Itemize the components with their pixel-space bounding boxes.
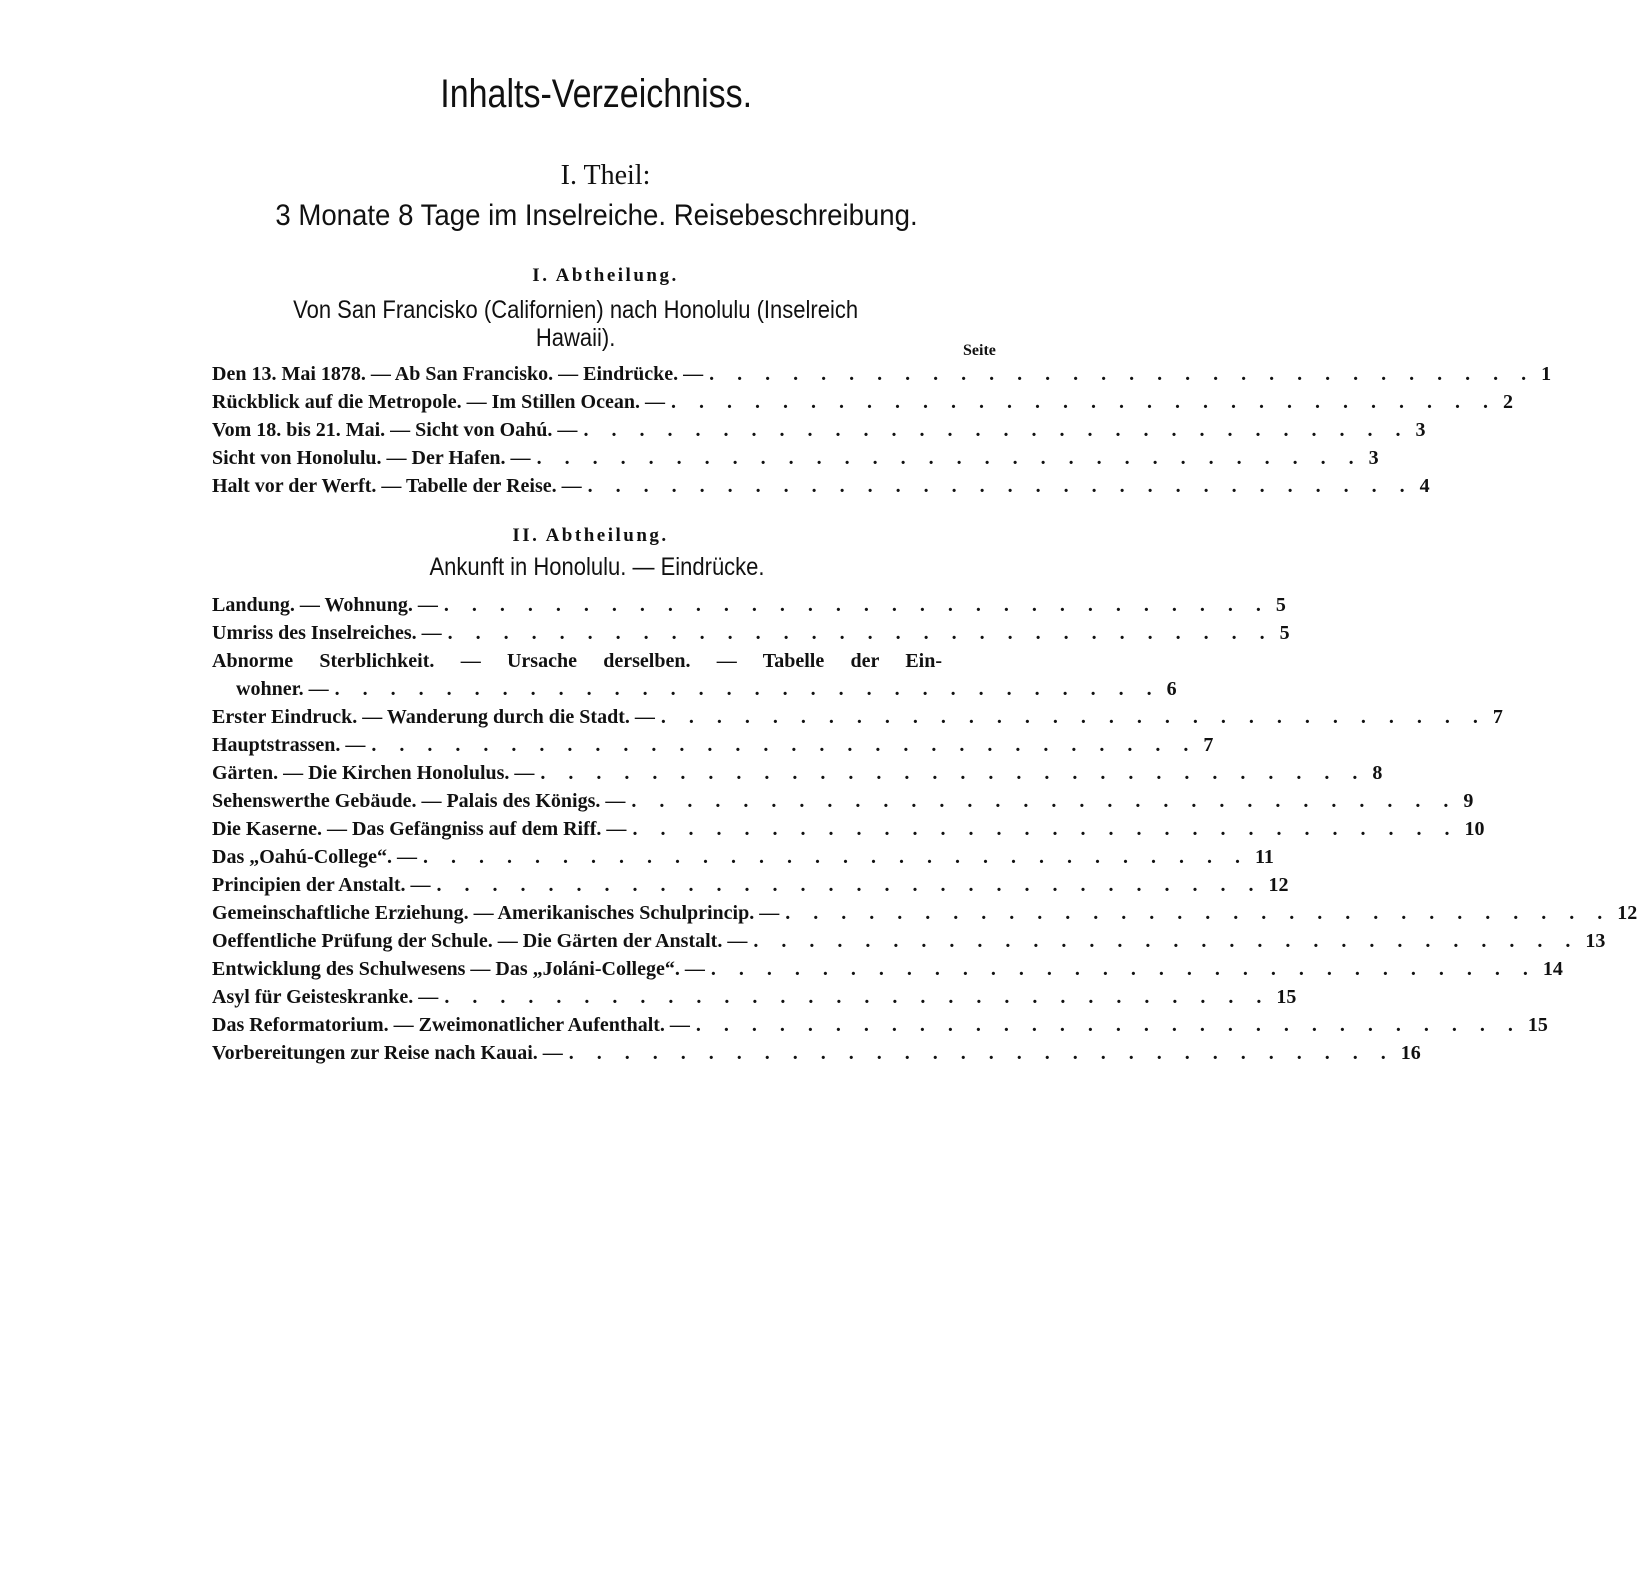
- toc-entry[interactable]: [212, 983, 1297, 1011]
- toc-entry-text: Hauptstrassen. —: [212, 734, 366, 756]
- toc-entry-text: Rückblick auf die Metropole. — Im Stillen Ocean. —: [212, 391, 665, 413]
- toc-entry-page: 6: [1166, 678, 1177, 700]
- toc-entry-text: Vom 18. bis 21. Mai. — Sicht von Oahú. —: [212, 419, 578, 441]
- division1-title-line2: Hawaii).: [535, 324, 616, 352]
- toc-entry-page: 7: [1203, 734, 1214, 756]
- division1-label: I. Abtheilung.: [532, 265, 679, 286]
- toc-entry-text: Erster Eindruck. — Wanderung durch die Stadt. —: [212, 706, 655, 728]
- toc-entry-text: Landung. — Wohnung. —: [212, 594, 438, 616]
- toc-entry-text: Die Kaserne. — Das Gefängniss auf dem Riff. —: [212, 818, 627, 840]
- leader-dots: . . . . . . . . . . . . . . . . . . . . . . . . . . . . . .: [710, 958, 1537, 980]
- toc-entry-page: 2: [1502, 391, 1513, 413]
- leader-dots: . . . . . . . . . . . . . . . . . . . . . . . . . . . . . .: [632, 818, 1459, 840]
- toc-entry-text: Das Reformatorium. — Zweimonatlicher Aufenthalt. —: [212, 1014, 690, 1036]
- toc-entry-page: 13: [1585, 930, 1606, 952]
- toc-entry-page: 1: [1541, 363, 1552, 385]
- toc-entry-text: Das „Oahú-College“. —: [212, 846, 417, 868]
- toc-entry-page: 5: [1279, 622, 1290, 644]
- leader-dots: . . . . . . . . . . . . . . . . . . . . . . . . . . . . . .: [660, 706, 1487, 728]
- leader-dots: . . . . . . . . . . . . . . . . . . . . . . . . . . . . . .: [334, 678, 1161, 700]
- leader-dots: . . . . . . . . . . . . . . . . . . . . . . . . . . . . . .: [536, 447, 1363, 469]
- leader-dots: . . . . . . . . . . . . . . . . . . . . . . . . . . . . . .: [785, 902, 1612, 924]
- toc-entry-text: wohner. —: [236, 678, 329, 700]
- division2-label: II. Abtheilung.: [512, 525, 669, 546]
- toc-entry-text: Umriss des Inselreiches. —: [212, 622, 442, 644]
- toc-entry-text: Vorbereitungen zur Reise nach Kauai. —: [212, 1042, 563, 1064]
- toc-entry[interactable]: [212, 591, 1286, 619]
- toc-entry[interactable]: [212, 619, 1290, 647]
- leader-dots: . . . . . . . . . . . . . . . . . . . . . . . . . . . . . .: [753, 930, 1580, 952]
- toc-entry[interactable]: [212, 843, 1274, 871]
- toc-entry-text: Principien der Anstalt. —: [212, 874, 431, 896]
- toc-entry-page: 5: [1275, 594, 1286, 616]
- division1-title-line1: Von San Francisko (Californien) nach Honolulu (Inselreich: [293, 296, 859, 324]
- toc-entry[interactable]: [212, 360, 1552, 388]
- toc-entry[interactable]: [212, 731, 1214, 759]
- toc-entry[interactable]: [212, 927, 1606, 955]
- leader-dots: . . . . . . . . . . . . . . . . . . . . . . . . . . . . . .: [540, 762, 1367, 784]
- division2-entries: [212, 591, 1637, 1067]
- toc-entry-text: Halt vor der Werft. — Tabelle der Reise. —: [212, 475, 582, 497]
- leader-dots: . . . . . . . . . . . . . . . . . . . . . . . . . . . . . .: [443, 594, 1270, 616]
- division1-entries: [212, 360, 1552, 500]
- toc-entry[interactable]: [212, 815, 1485, 843]
- toc-entry-page: 15: [1527, 1014, 1548, 1036]
- toc-entry[interactable]: [212, 416, 1426, 444]
- toc-entry[interactable]: [212, 675, 1177, 703]
- toc-entry-first-line[interactable]: Abnorme Sterblichkeit. — Ursache derselben. — Tabelle der Ein-: [212, 650, 942, 672]
- leader-dots: . . . . . . . . . . . . . . . . . . . . . . . . . . . . . .: [568, 1042, 1395, 1064]
- leader-dots: . . . . . . . . . . . . . . . . . . . . . . . . . . . . . .: [695, 1014, 1522, 1036]
- toc-entry-text: Sicht von Honolulu. — Der Hafen. —: [212, 447, 531, 469]
- toc-entry[interactable]: [212, 899, 1637, 927]
- toc-entry[interactable]: [212, 787, 1474, 815]
- toc-entry[interactable]: [212, 444, 1379, 472]
- leader-dots: . . . . . . . . . . . . . . . . . . . . . . . . . . . . . .: [444, 986, 1271, 1008]
- toc-entry-page: 10: [1464, 818, 1485, 840]
- toc-entry[interactable]: [212, 1039, 1421, 1067]
- part-label: I. Theil:: [560, 160, 651, 191]
- toc-entry-page: 11: [1255, 846, 1274, 868]
- leader-dots: . . . . . . . . . . . . . . . . . . . . . . . . . . . . . .: [371, 734, 1198, 756]
- toc-entry-text: Den 13. Mai 1878. — Ab San Francisko. — Eindrücke. —: [212, 363, 704, 385]
- toc-entry-page: 12: [1268, 874, 1289, 896]
- toc-entry[interactable]: [212, 1011, 1548, 1039]
- division1-title: [250, 296, 901, 352]
- leader-dots: . . . . . . . . . . . . . . . . . . . . . . . . . . . . . .: [447, 622, 1274, 644]
- toc-entry[interactable]: [212, 388, 1513, 416]
- page-column-header: Seite: [963, 342, 996, 359]
- toc-entry-page: 14: [1542, 958, 1563, 980]
- toc-entry-text: Sehenswerthe Gebäude. — Palais des Königs. —: [212, 790, 626, 812]
- toc-entry-page: 16: [1400, 1042, 1421, 1064]
- toc-entry-text: Asyl für Geisteskranke. —: [212, 986, 439, 1008]
- leader-dots: . . . . . . . . . . . . . . . . . . . . . . . . . . . . . .: [670, 391, 1497, 413]
- leader-dots: . . . . . . . . . . . . . . . . . . . . . . . . . . . . . .: [423, 846, 1249, 868]
- toc-entry-page: 3: [1415, 419, 1426, 441]
- leader-dots: . . . . . . . . . . . . . . . . . . . . . . . . . . . . . .: [709, 363, 1536, 385]
- leader-dots: . . . . . . . . . . . . . . . . . . . . . . . . . . . . . .: [587, 475, 1414, 497]
- page-title: Inhalts-Verzeichniss.: [440, 72, 753, 116]
- toc-entry-text: Gemeinschaftliche Erziehung. — Amerikanisches Schulprincip. —: [212, 902, 780, 924]
- division2-title: Ankunft in Honolulu. — Eindrücke.: [429, 553, 765, 581]
- toc-entry[interactable]: [212, 472, 1430, 500]
- toc-entry-text: Entwicklung des Schulwesens — Das „Joláni-College“. —: [212, 958, 705, 980]
- toc-entry-page: 12: [1617, 902, 1637, 924]
- part-title: 3 Monate 8 Tage im Inselreiche. Reisebeschreibung.: [275, 199, 918, 232]
- toc-entry[interactable]: [212, 759, 1383, 787]
- toc-entry[interactable]: [212, 703, 1503, 731]
- leader-dots: . . . . . . . . . . . . . . . . . . . . . . . . . . . . . .: [631, 790, 1458, 812]
- toc-entry-page: 8: [1372, 762, 1383, 784]
- toc-entry-page: 4: [1419, 475, 1430, 497]
- toc-entry-text: Oeffentliche Prüfung der Schule. — Die Gärten der Anstalt. —: [212, 930, 748, 952]
- toc-entry[interactable]: [212, 871, 1289, 899]
- leader-dots: . . . . . . . . . . . . . . . . . . . . . . . . . . . . . .: [436, 874, 1263, 896]
- toc-entry-page: 15: [1276, 986, 1297, 1008]
- toc-entry-page: 7: [1492, 706, 1503, 728]
- toc-entry-page: 9: [1463, 790, 1474, 812]
- toc-entry[interactable]: [212, 955, 1563, 983]
- toc-entry-page: 3: [1368, 447, 1379, 469]
- leader-dots: . . . . . . . . . . . . . . . . . . . . . . . . . . . . . .: [583, 419, 1410, 441]
- toc-entry-text: Gärten. — Die Kirchen Honolulus. —: [212, 762, 535, 784]
